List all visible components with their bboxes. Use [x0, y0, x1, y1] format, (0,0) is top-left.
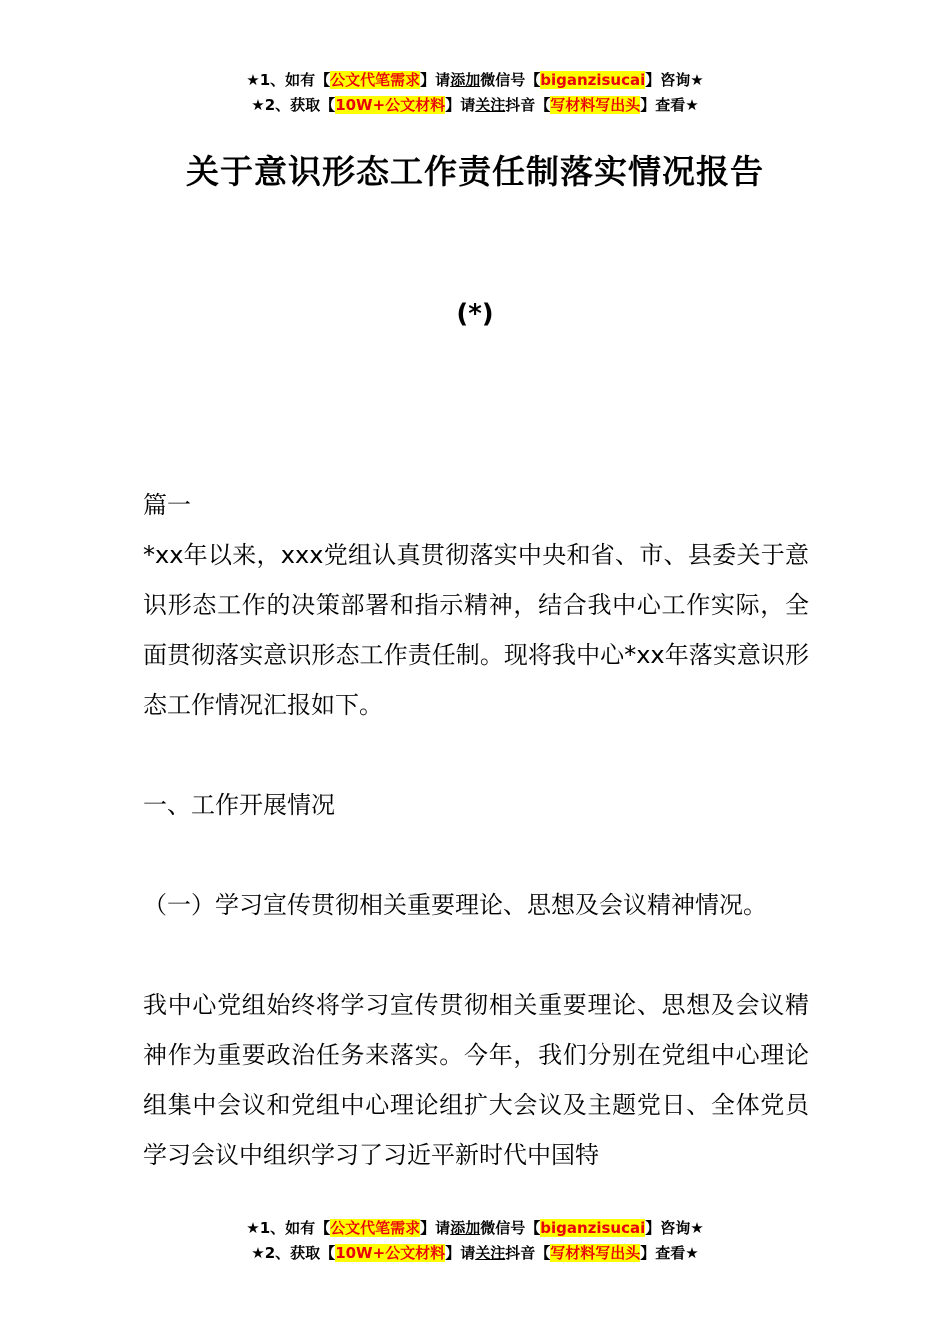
promo-highlight: 10W+公文材料 — [335, 1244, 446, 1262]
promo-text: ★1、如有【 — [246, 1219, 331, 1237]
promo-underline: 关注 — [475, 96, 506, 114]
section-heading: 一、工作开展情况 — [143, 791, 335, 819]
document-body — [143, 480, 809, 1180]
promo-text: 】请 — [445, 1244, 476, 1262]
promo-highlight: 写材料写出头 — [550, 1244, 641, 1262]
promo-text: 抖音【 — [505, 96, 551, 114]
promo-text: 】咨询★ — [645, 71, 704, 89]
promo-line-2 — [0, 93, 950, 118]
promo-text: 抖音【 — [505, 1244, 551, 1262]
promo-line-1 — [0, 1216, 950, 1241]
promo-text: 】请 — [420, 1219, 451, 1237]
part-label: 篇一 — [143, 491, 191, 519]
promo-text: 】请 — [445, 96, 476, 114]
promo-highlight: biganzisucai — [540, 1219, 646, 1237]
promo-text: 微信号【 — [480, 71, 541, 89]
promo-text: ★2、获取【 — [251, 96, 336, 114]
document-title: 关于意识形态工作责任制落实情况报告 — [186, 152, 764, 191]
promo-underline: 添加 — [450, 1219, 481, 1237]
promo-text: 微信号【 — [480, 1219, 541, 1237]
promo-line-1 — [0, 68, 950, 93]
promo-highlight: biganzisucai — [540, 71, 646, 89]
promo-text: 】咨询★ — [645, 1219, 704, 1237]
promo-line-2 — [0, 1241, 950, 1266]
promo-underline: 关注 — [475, 1244, 506, 1262]
promo-text: 】请 — [420, 71, 451, 89]
promo-highlight: 写材料写出头 — [550, 96, 641, 114]
promo-underline: 添加 — [450, 71, 481, 89]
intro-paragraph: *xx年以来，xxx党组认真贯彻落实中央和省、市、县委关于意识形态工作的决策部署和指示精神，结合我中心工作实际，全面贯彻落实意识形态工作责任制。现将我中心*xx年落实意识形态工作情况汇报如下。 — [143, 541, 809, 719]
promo-highlight: 公文代笔需求 — [330, 71, 421, 89]
promo-highlight: 10W+公文材料 — [335, 96, 446, 114]
promo-banner-top — [0, 68, 950, 118]
promo-text: 】查看★ — [640, 96, 699, 114]
promo-highlight: 公文代笔需求 — [330, 1219, 421, 1237]
promo-text: ★2、获取【 — [251, 1244, 336, 1262]
promo-text: ★1、如有【 — [246, 71, 331, 89]
document-subtitle: (*) — [456, 299, 494, 329]
subsection-paragraph: 我中心党组始终将学习宣传贯彻相关重要理论、思想及会议精神作为重要政治任务来落实。今年，我们分别在党组中心理论组集中会议和党组中心理论组扩大会议及主题党日、全体党员学习会议中组织学习了习近平新时代中国特 — [143, 991, 809, 1169]
subsection-heading: （一）学习宣传贯彻相关重要理论、思想及会议精神情况。 — [143, 891, 767, 919]
promo-banner-bottom — [0, 1216, 950, 1266]
promo-text: 】查看★ — [640, 1244, 699, 1262]
